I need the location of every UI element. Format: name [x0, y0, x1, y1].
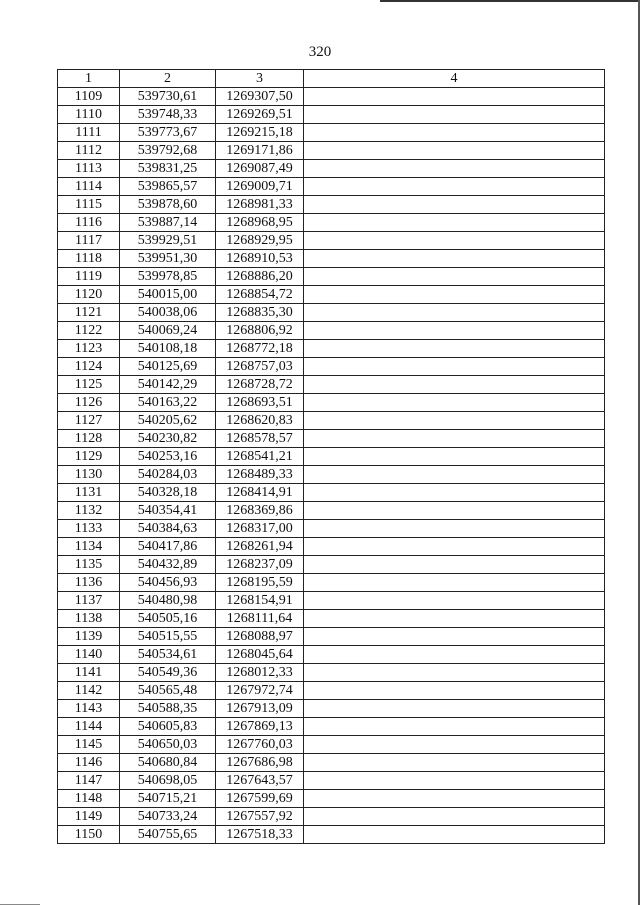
table-row [58, 520, 605, 538]
y-coordinate-cell: 1268195,59 [216, 574, 304, 592]
point-number-cell: 1124 [58, 358, 120, 376]
y-coordinate-cell: 1268757,03 [216, 358, 304, 376]
x-coordinate-cell: 540108,18 [120, 340, 216, 358]
table-row [58, 268, 605, 286]
note-cell [304, 502, 605, 520]
x-coordinate-cell: 540417,86 [120, 538, 216, 556]
y-coordinate-cell: 1268414,91 [216, 484, 304, 502]
table-row [58, 502, 605, 520]
y-coordinate-cell: 1267643,57 [216, 772, 304, 790]
table-row [58, 88, 605, 106]
x-coordinate-cell: 540163,22 [120, 394, 216, 412]
note-cell [304, 394, 605, 412]
point-number-cell: 1147 [58, 772, 120, 790]
note-cell [304, 124, 605, 142]
note-cell [304, 430, 605, 448]
table-row [58, 610, 605, 628]
y-coordinate-cell: 1268854,72 [216, 286, 304, 304]
y-coordinate-cell: 1268489,33 [216, 466, 304, 484]
y-coordinate-cell: 1268237,09 [216, 556, 304, 574]
note-cell [304, 250, 605, 268]
table-row [58, 574, 605, 592]
y-coordinate-cell: 1269307,50 [216, 88, 304, 106]
point-number-cell: 1121 [58, 304, 120, 322]
table-row [58, 340, 605, 358]
y-coordinate-cell: 1268578,57 [216, 430, 304, 448]
y-coordinate-cell: 1267518,33 [216, 826, 304, 844]
table-row [58, 286, 605, 304]
point-number-cell: 1142 [58, 682, 120, 700]
note-cell [304, 466, 605, 484]
y-coordinate-cell: 1267913,09 [216, 700, 304, 718]
y-coordinate-cell: 1268835,30 [216, 304, 304, 322]
y-coordinate-cell: 1269009,71 [216, 178, 304, 196]
table-row [58, 556, 605, 574]
x-coordinate-cell: 540015,00 [120, 286, 216, 304]
note-cell [304, 646, 605, 664]
note-cell [304, 700, 605, 718]
x-coordinate-cell: 540680,84 [120, 754, 216, 772]
point-number-cell: 1148 [58, 790, 120, 808]
note-cell [304, 340, 605, 358]
x-coordinate-cell: 539929,51 [120, 232, 216, 250]
table-row [58, 250, 605, 268]
table-row [58, 646, 605, 664]
point-number-cell: 1137 [58, 592, 120, 610]
table-header-row [58, 70, 605, 88]
note-cell [304, 232, 605, 250]
point-number-cell: 1109 [58, 88, 120, 106]
x-coordinate-cell: 540650,03 [120, 736, 216, 754]
table-row [58, 394, 605, 412]
point-number-cell: 1136 [58, 574, 120, 592]
point-number-cell: 1113 [58, 160, 120, 178]
x-coordinate-cell: 540432,89 [120, 556, 216, 574]
column-header-1: 1 [58, 70, 120, 88]
point-number-cell: 1115 [58, 196, 120, 214]
scan-edge-top [380, 0, 640, 2]
table-row [58, 448, 605, 466]
note-cell [304, 808, 605, 826]
y-coordinate-cell: 1268154,91 [216, 592, 304, 610]
note-cell [304, 412, 605, 430]
table-row [58, 232, 605, 250]
point-number-cell: 1130 [58, 466, 120, 484]
y-coordinate-cell: 1269087,49 [216, 160, 304, 178]
column-header-2: 2 [120, 70, 216, 88]
table-row [58, 664, 605, 682]
y-coordinate-cell: 1268910,53 [216, 250, 304, 268]
note-cell [304, 178, 605, 196]
point-number-cell: 1143 [58, 700, 120, 718]
point-number-cell: 1114 [58, 178, 120, 196]
point-number-cell: 1122 [58, 322, 120, 340]
y-coordinate-cell: 1268693,51 [216, 394, 304, 412]
note-cell [304, 538, 605, 556]
x-coordinate-cell: 540605,83 [120, 718, 216, 736]
y-coordinate-cell: 1268728,72 [216, 376, 304, 394]
x-coordinate-cell: 540253,16 [120, 448, 216, 466]
y-coordinate-cell: 1268929,95 [216, 232, 304, 250]
point-number-cell: 1128 [58, 430, 120, 448]
table-row [58, 592, 605, 610]
x-coordinate-cell: 540284,03 [120, 466, 216, 484]
point-number-cell: 1119 [58, 268, 120, 286]
table-row [58, 718, 605, 736]
y-coordinate-cell: 1268261,94 [216, 538, 304, 556]
note-cell [304, 196, 605, 214]
x-coordinate-cell: 540142,29 [120, 376, 216, 394]
x-coordinate-cell: 540515,55 [120, 628, 216, 646]
y-coordinate-cell: 1268981,33 [216, 196, 304, 214]
point-number-cell: 1125 [58, 376, 120, 394]
x-coordinate-cell: 539748,33 [120, 106, 216, 124]
table-row [58, 538, 605, 556]
table-row [58, 322, 605, 340]
x-coordinate-cell: 539792,68 [120, 142, 216, 160]
y-coordinate-cell: 1267557,92 [216, 808, 304, 826]
point-number-cell: 1145 [58, 736, 120, 754]
point-number-cell: 1133 [58, 520, 120, 538]
point-number-cell: 1112 [58, 142, 120, 160]
x-coordinate-cell: 540205,62 [120, 412, 216, 430]
x-coordinate-cell: 539951,30 [120, 250, 216, 268]
table-row [58, 142, 605, 160]
y-coordinate-cell: 1269171,86 [216, 142, 304, 160]
x-coordinate-cell: 540354,41 [120, 502, 216, 520]
x-coordinate-cell: 540480,98 [120, 592, 216, 610]
x-coordinate-cell: 540505,16 [120, 610, 216, 628]
table-row [58, 412, 605, 430]
y-coordinate-cell: 1268772,18 [216, 340, 304, 358]
point-number-cell: 1135 [58, 556, 120, 574]
y-coordinate-cell: 1267972,74 [216, 682, 304, 700]
note-cell [304, 736, 605, 754]
x-coordinate-cell: 540534,61 [120, 646, 216, 664]
table-row [58, 700, 605, 718]
point-number-cell: 1118 [58, 250, 120, 268]
y-coordinate-cell: 1268111,64 [216, 610, 304, 628]
y-coordinate-cell: 1267686,98 [216, 754, 304, 772]
table-row [58, 754, 605, 772]
point-number-cell: 1132 [58, 502, 120, 520]
y-coordinate-cell: 1268045,64 [216, 646, 304, 664]
x-coordinate-cell: 540456,93 [120, 574, 216, 592]
note-cell [304, 790, 605, 808]
table-row [58, 376, 605, 394]
note-cell [304, 520, 605, 538]
table-row [58, 304, 605, 322]
note-cell [304, 484, 605, 502]
table-row [58, 466, 605, 484]
note-cell [304, 268, 605, 286]
point-number-cell: 1134 [58, 538, 120, 556]
y-coordinate-cell: 1268369,86 [216, 502, 304, 520]
note-cell [304, 574, 605, 592]
x-coordinate-cell: 540230,82 [120, 430, 216, 448]
y-coordinate-cell: 1269269,51 [216, 106, 304, 124]
point-number-cell: 1127 [58, 412, 120, 430]
column-header-4: 4 [304, 70, 605, 88]
y-coordinate-cell: 1267760,03 [216, 736, 304, 754]
note-cell [304, 88, 605, 106]
x-coordinate-cell: 539887,14 [120, 214, 216, 232]
y-coordinate-cell: 1267599,69 [216, 790, 304, 808]
x-coordinate-cell: 540733,24 [120, 808, 216, 826]
y-coordinate-cell: 1268012,33 [216, 664, 304, 682]
column-header-3: 3 [216, 70, 304, 88]
note-cell [304, 592, 605, 610]
x-coordinate-cell: 540698,05 [120, 772, 216, 790]
note-cell [304, 610, 605, 628]
note-cell [304, 142, 605, 160]
x-coordinate-cell: 540549,36 [120, 664, 216, 682]
point-number-cell: 1141 [58, 664, 120, 682]
table-row [58, 124, 605, 142]
y-coordinate-cell: 1269215,18 [216, 124, 304, 142]
point-number-cell: 1144 [58, 718, 120, 736]
table-row [58, 484, 605, 502]
x-coordinate-cell: 540038,06 [120, 304, 216, 322]
x-coordinate-cell: 540755,65 [120, 826, 216, 844]
x-coordinate-cell: 539865,57 [120, 178, 216, 196]
y-coordinate-cell: 1268541,21 [216, 448, 304, 466]
x-coordinate-cell: 540715,21 [120, 790, 216, 808]
note-cell [304, 754, 605, 772]
point-number-cell: 1146 [58, 754, 120, 772]
point-number-cell: 1149 [58, 808, 120, 826]
table-row [58, 160, 605, 178]
note-cell [304, 376, 605, 394]
point-number-cell: 1120 [58, 286, 120, 304]
y-coordinate-cell: 1268886,20 [216, 268, 304, 286]
x-coordinate-cell: 540565,48 [120, 682, 216, 700]
note-cell [304, 628, 605, 646]
note-cell [304, 826, 605, 844]
table-row [58, 214, 605, 232]
note-cell [304, 448, 605, 466]
table-row [58, 628, 605, 646]
coordinates-table [57, 69, 605, 844]
table-row [58, 430, 605, 448]
x-coordinate-cell: 539878,60 [120, 196, 216, 214]
note-cell [304, 358, 605, 376]
y-coordinate-cell: 1268317,00 [216, 520, 304, 538]
point-number-cell: 1140 [58, 646, 120, 664]
y-coordinate-cell: 1267869,13 [216, 718, 304, 736]
point-number-cell: 1116 [58, 214, 120, 232]
note-cell [304, 718, 605, 736]
note-cell [304, 286, 605, 304]
point-number-cell: 1126 [58, 394, 120, 412]
y-coordinate-cell: 1268968,95 [216, 214, 304, 232]
table-row [58, 736, 605, 754]
x-coordinate-cell: 540328,18 [120, 484, 216, 502]
point-number-cell: 1131 [58, 484, 120, 502]
table-row [58, 178, 605, 196]
x-coordinate-cell: 540069,24 [120, 322, 216, 340]
point-number-cell: 1117 [58, 232, 120, 250]
note-cell [304, 160, 605, 178]
y-coordinate-cell: 1268806,92 [216, 322, 304, 340]
x-coordinate-cell: 540125,69 [120, 358, 216, 376]
table-row [58, 196, 605, 214]
point-number-cell: 1150 [58, 826, 120, 844]
note-cell [304, 682, 605, 700]
x-coordinate-cell: 539730,61 [120, 88, 216, 106]
x-coordinate-cell: 539773,67 [120, 124, 216, 142]
table-body [58, 88, 605, 844]
note-cell [304, 664, 605, 682]
x-coordinate-cell: 540384,63 [120, 520, 216, 538]
note-cell [304, 772, 605, 790]
point-number-cell: 1138 [58, 610, 120, 628]
table-row [58, 682, 605, 700]
x-coordinate-cell: 539978,85 [120, 268, 216, 286]
point-number-cell: 1123 [58, 340, 120, 358]
page-number: 320 [308, 44, 332, 60]
table-row [58, 358, 605, 376]
note-cell [304, 106, 605, 124]
table-row [58, 106, 605, 124]
note-cell [304, 214, 605, 232]
point-number-cell: 1139 [58, 628, 120, 646]
point-number-cell: 1110 [58, 106, 120, 124]
note-cell [304, 322, 605, 340]
note-cell [304, 304, 605, 322]
x-coordinate-cell: 540588,35 [120, 700, 216, 718]
point-number-cell: 1111 [58, 124, 120, 142]
table-row [58, 772, 605, 790]
x-coordinate-cell: 539831,25 [120, 160, 216, 178]
point-number-cell: 1129 [58, 448, 120, 466]
table-row [58, 808, 605, 826]
y-coordinate-cell: 1268620,83 [216, 412, 304, 430]
y-coordinate-cell: 1268088,97 [216, 628, 304, 646]
table-row [58, 826, 605, 844]
note-cell [304, 556, 605, 574]
table-row [58, 790, 605, 808]
